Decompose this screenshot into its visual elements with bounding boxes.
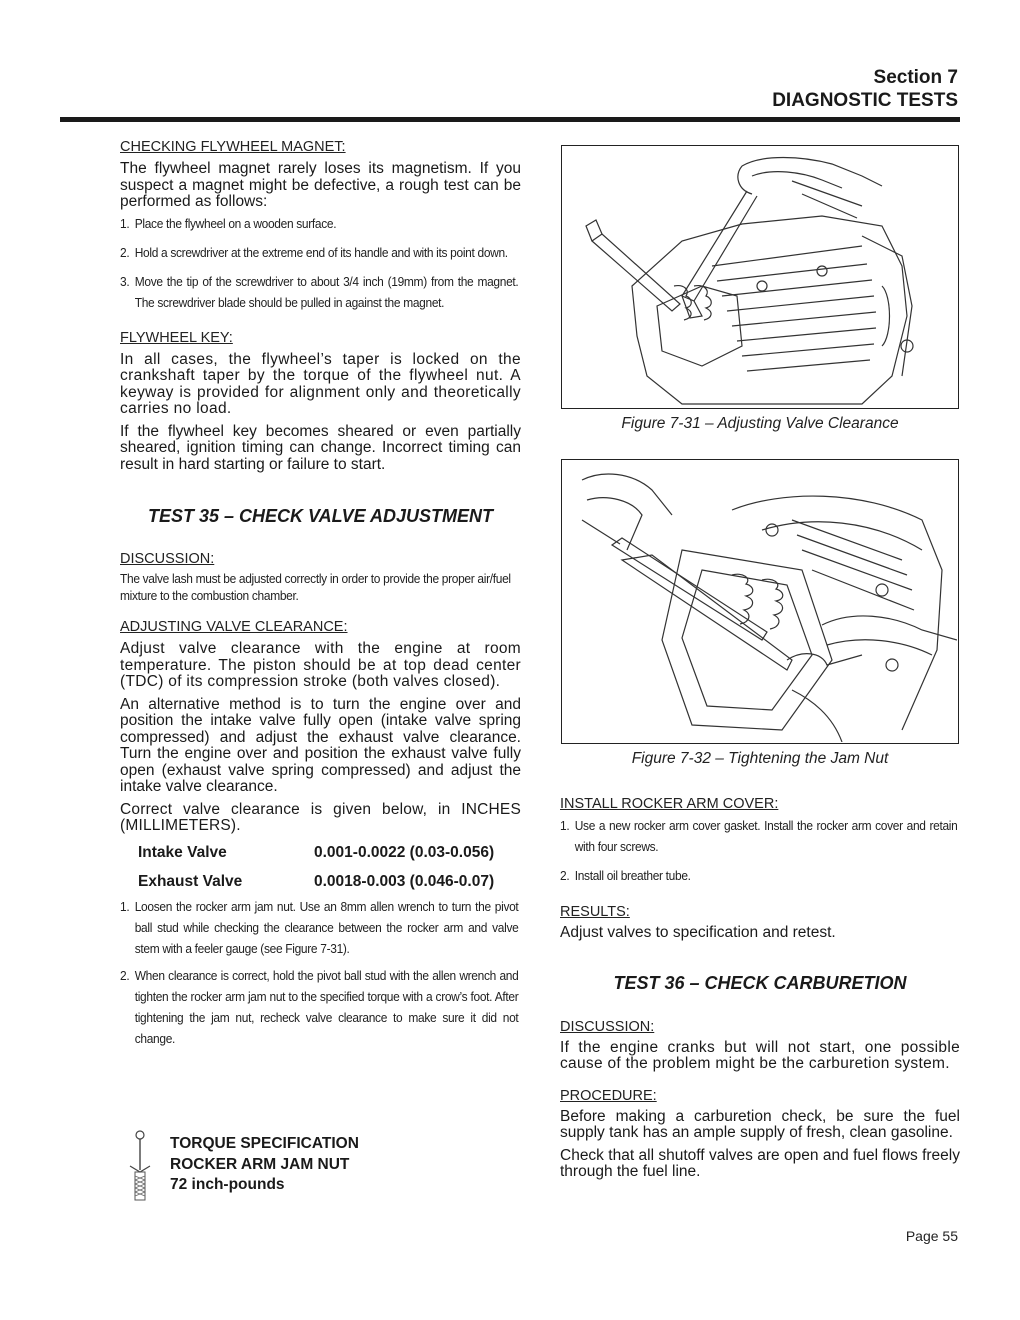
adjusting-p3: Correct valve clearance is given below, in INCHES (MILLIMETERS). [120, 800, 521, 834]
adjusting-p1: Adjust valve clearance with the engine at room temperature. The piston should be at top dead center (TDC) of its compression stroke (both valves closed). [120, 640, 521, 690]
figure-7-31-image [561, 145, 959, 409]
install-cover-heading: INSTALL ROCKER ARM COVER: [560, 796, 779, 812]
flywheel-magnet-intro: The flywheel magnet rarely loses its magnetism. If you suspect a magnet might be defective, a rough test can be performed as follows: [120, 160, 521, 210]
results-heading: RESULTS: [560, 904, 630, 920]
page-header [772, 66, 958, 113]
list-item: 3. Move the tip of the screwdriver to about 3/4 inch (19mm) from the magnet. The screwdriver blade should be pulled in against the magnet. [120, 273, 519, 310]
right-column-text [560, 795, 960, 1181]
figure-7-32-caption: Figure 7-32 – Tightening the Jam Nut [631, 750, 889, 767]
figure-7-31-caption: Figure 7-31 – Adjusting Valve Clearance [621, 415, 899, 432]
test36-discussion-heading: DISCUSSION: [560, 1018, 655, 1035]
procedure-heading: PROCEDURE: [560, 1087, 657, 1104]
results-text: Adjust valves to specification and retest. [560, 924, 836, 941]
list-item: 2. Hold a screwdriver at the extreme end of its handle and with its point down. [120, 244, 508, 260]
exhaust-valve-label: Exhaust Valve [138, 872, 243, 890]
page-number: Page 55 [905, 1228, 958, 1244]
test35-title: TEST 35 – CHECK VALVE ADJUSTMENT [147, 506, 494, 526]
figure-7-32-image [561, 459, 959, 744]
torque-line2: ROCKER ARM JAM NUT [170, 1155, 350, 1173]
section-title: DIAGNOSTIC TESTS [772, 90, 958, 111]
flywheel-key-p1: In all cases, the flywheel’s taper is locked on the crankshaft taper by the torque of the flywheel nut. A keyway is provided for alignment only and theoretically carries no load. [120, 350, 521, 417]
torque-line1: TORQUE SPECIFICATION [170, 1135, 359, 1152]
test35-discussion: The valve lash must be adjusted correctly in order to provide the proper air/fuel mixture to the combustion chamber. [120, 571, 511, 603]
procedure-p1: Before making a carburetion check, be sure the fuel supply tank has an ample supply of fresh, clean gasoline. [560, 1107, 960, 1141]
test35-discussion-heading: DISCUSSION: [120, 551, 215, 567]
flywheel-key-heading: FLYWHEEL KEY: [120, 329, 233, 346]
header-rule [60, 117, 960, 122]
section-number: Section 7 [873, 67, 958, 88]
list-item: 2. Install oil breather tube. [560, 868, 691, 883]
intake-valve-value: 0.001-0.0022 (0.03-0.056) [314, 843, 495, 861]
flywheel-magnet-steps [120, 213, 518, 313]
list-item: 1. Use a new rocker arm cover gasket. Install the rocker arm cover and retain with four screws. [560, 818, 958, 854]
torque-wrench-icon [128, 1130, 152, 1207]
left-column [120, 138, 521, 1049]
flywheel-key-p2: If the flywheel key becomes sheared or even partially sheared, ignition timing can change. Incorrect timing can result in hard starting or failure to start. [120, 422, 521, 473]
adjusting-heading: ADJUSTING VALVE CLEARANCE: [120, 619, 348, 635]
test36-discussion: If the engine cranks but will not start, one possible cause of the problem might be the carburetion system. [560, 1038, 960, 1072]
list-item: 1. Place the flywheel on a wooden surface. [120, 215, 337, 231]
install-cover-steps [560, 815, 957, 886]
list-item: 1. Loosen the rocker arm jam nut. Use an 8mm allen wrench to turn the pivot ball stud while checking the clearance between the rocker arm and valve stem with a feeler gauge (see Figure 7-31). [120, 898, 519, 956]
flywheel-magnet-heading: CHECKING FLYWHEEL MAGNET: [120, 139, 346, 155]
exhaust-valve-value: 0.0018-0.003 (0.046-0.07) [314, 872, 495, 890]
intake-valve-label: Intake Valve [138, 843, 227, 861]
adjusting-p2: An alternative method is to turn the engine over and position the intake valve fully open (intake valve spring compressed) and adjust the exhaust valve clearance. Turn the engine over and position the exhaust valve fully open (exhaust valve spring compressed) and adjust the intake valve clearance. [120, 695, 521, 795]
procedure-p2: Check that all shutoff valves are open and fuel flows freely through the fuel line. [560, 1146, 960, 1180]
list-item: 2. When clearance is correct, hold the pivot ball stud with the allen wrench and tighten the rocker arm jam nut to the specified torque with a crow’s foot. After tightening the jam nut, recheck valve clearance to make sure it did not change. [120, 967, 519, 1046]
test36-title: TEST 36 – CHECK CARBURETION [613, 972, 907, 993]
adjusting-steps [120, 896, 518, 1049]
torque-line3: 72 inch-pounds [170, 1176, 285, 1193]
torque-specification [124, 1130, 464, 1200]
valve-clearance-table [120, 838, 521, 896]
